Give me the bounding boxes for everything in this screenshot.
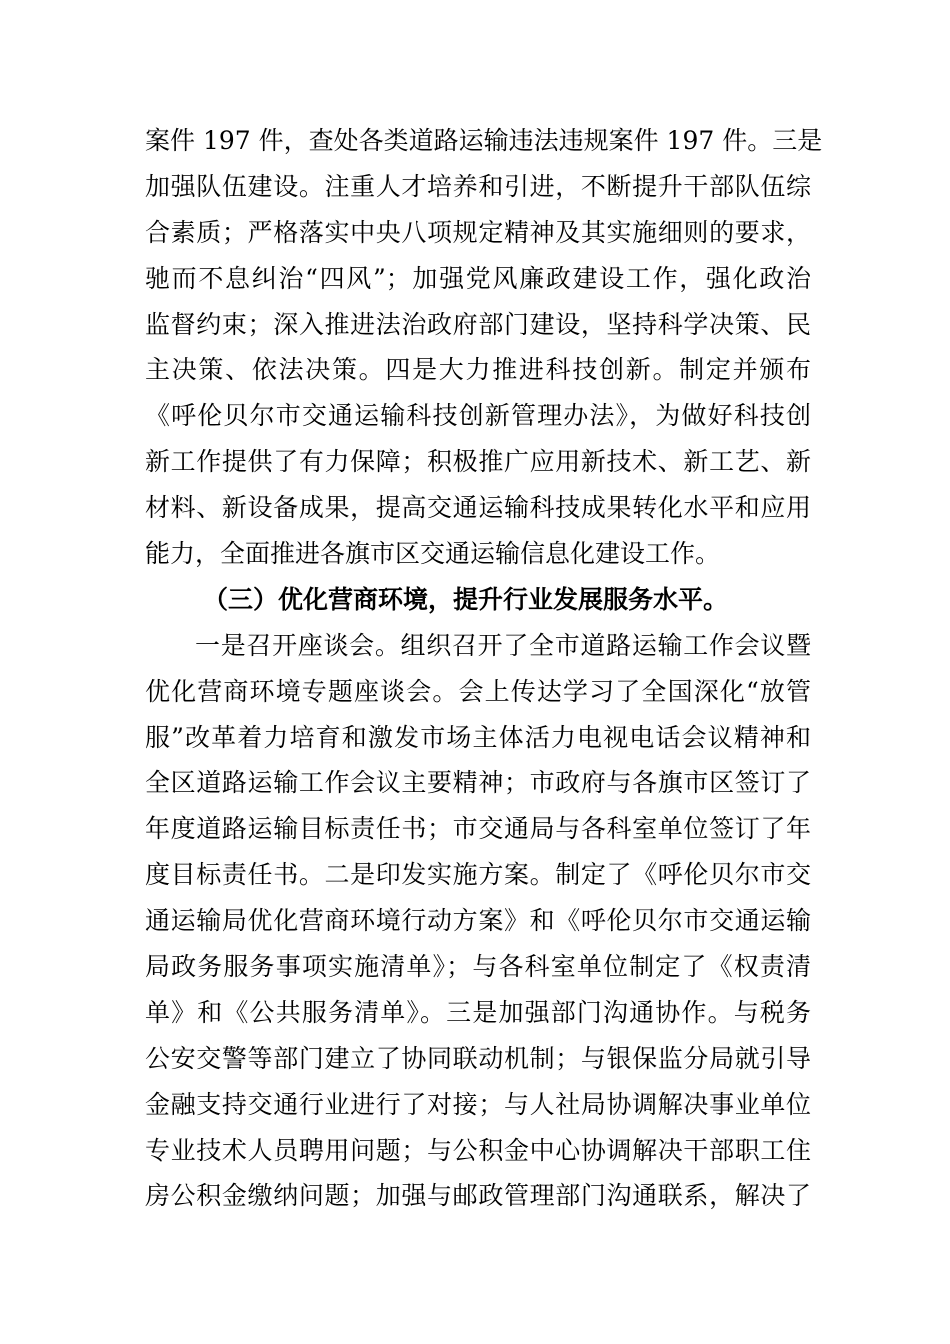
paragraph-2-line-6: 度目标责任书。二是印发实施方案。制定了《呼伦贝尔市交 xyxy=(145,860,811,890)
paragraph-1-line-9: 材料、新设备成果，提高交通运输科技成果转化水平和应用 xyxy=(145,493,811,523)
paragraph-2-line-7: 通运输局优化营商环境行动方案》和《呼伦贝尔市交通运输 xyxy=(145,906,811,936)
paragraph-2-line-10: 公安交警等部门建立了协同联动机制；与银保监分局就引导 xyxy=(145,1043,811,1073)
paragraph-2-line-13: 房公积金缴纳问题；加强与邮政管理部门沟通联系，解决了 xyxy=(145,1181,811,1211)
paragraph-2-line-8: 局政务服务事项实施清单》；与各科室单位制定了《权责清 xyxy=(145,952,811,982)
paragraph-2-line-1: 一是召开座谈会。组织召开了全市道路运输工作会议暨 xyxy=(195,630,811,660)
paragraph-1-line-7: 《呼伦贝尔市交通运输科技创新管理办法》，为做好科技创 xyxy=(145,401,811,431)
paragraph-2-line-4: 全区道路运输工作会议主要精神；市政府与各旗市区签订了 xyxy=(145,768,811,798)
paragraph-1-line-5: 监督约束；深入推进法治政府部门建设，坚持科学决策、民 xyxy=(145,309,811,339)
paragraph-2-line-3: 服”改革着力培育和激发市场主体活力电视电话会议精神和 xyxy=(145,722,811,752)
paragraph-2-line-9: 单》和《公共服务清单》。三是加强部门沟通协作。与税务 xyxy=(145,997,811,1027)
paragraph-1-line-4: 驰而不息纠治“四风”；加强党风廉政建设工作，强化政治 xyxy=(145,263,811,293)
paragraph-1-line-10: 能力，全面推进各旗市区交通运输信息化建设工作。 xyxy=(145,539,721,569)
paragraph-1-line-2: 加强队伍建设。注重人才培养和引进，不断提升干部队伍综 xyxy=(145,171,811,201)
paragraph-2-line-12: 专业技术人员聘用问题；与公积金中心协调解决干部职工住 xyxy=(145,1135,811,1165)
paragraph-2-line-11: 金融支持交通行业进行了对接；与人社局协调解决事业单位 xyxy=(145,1089,811,1119)
paragraph-1-line-3: 合素质；严格落实中央八项规定精神及其实施细则的要求， xyxy=(145,217,811,247)
paragraph-1-line-6: 主决策、依法决策。四是大力推进科技创新。制定并颁布 xyxy=(145,355,811,385)
paragraph-2-line-5: 年度道路运输目标责任书；市交通局与各科室单位签订了年 xyxy=(145,814,811,844)
paragraph-1-line-8: 新工作提供了有力保障；积极推广应用新技术、新工艺、新 xyxy=(145,447,811,477)
paragraph-1-line-1: 案件 197 件，查处各类道路运输违法违规案件 197 件。三是 xyxy=(145,126,823,155)
document-body xyxy=(145,118,823,1219)
section-heading: （三）优化营商环境，提升行业发展服务水平。 xyxy=(203,584,729,614)
paragraph-2-line-2: 优化营商环境专题座谈会。会上传达学习了全国深化“放管 xyxy=(145,676,811,706)
